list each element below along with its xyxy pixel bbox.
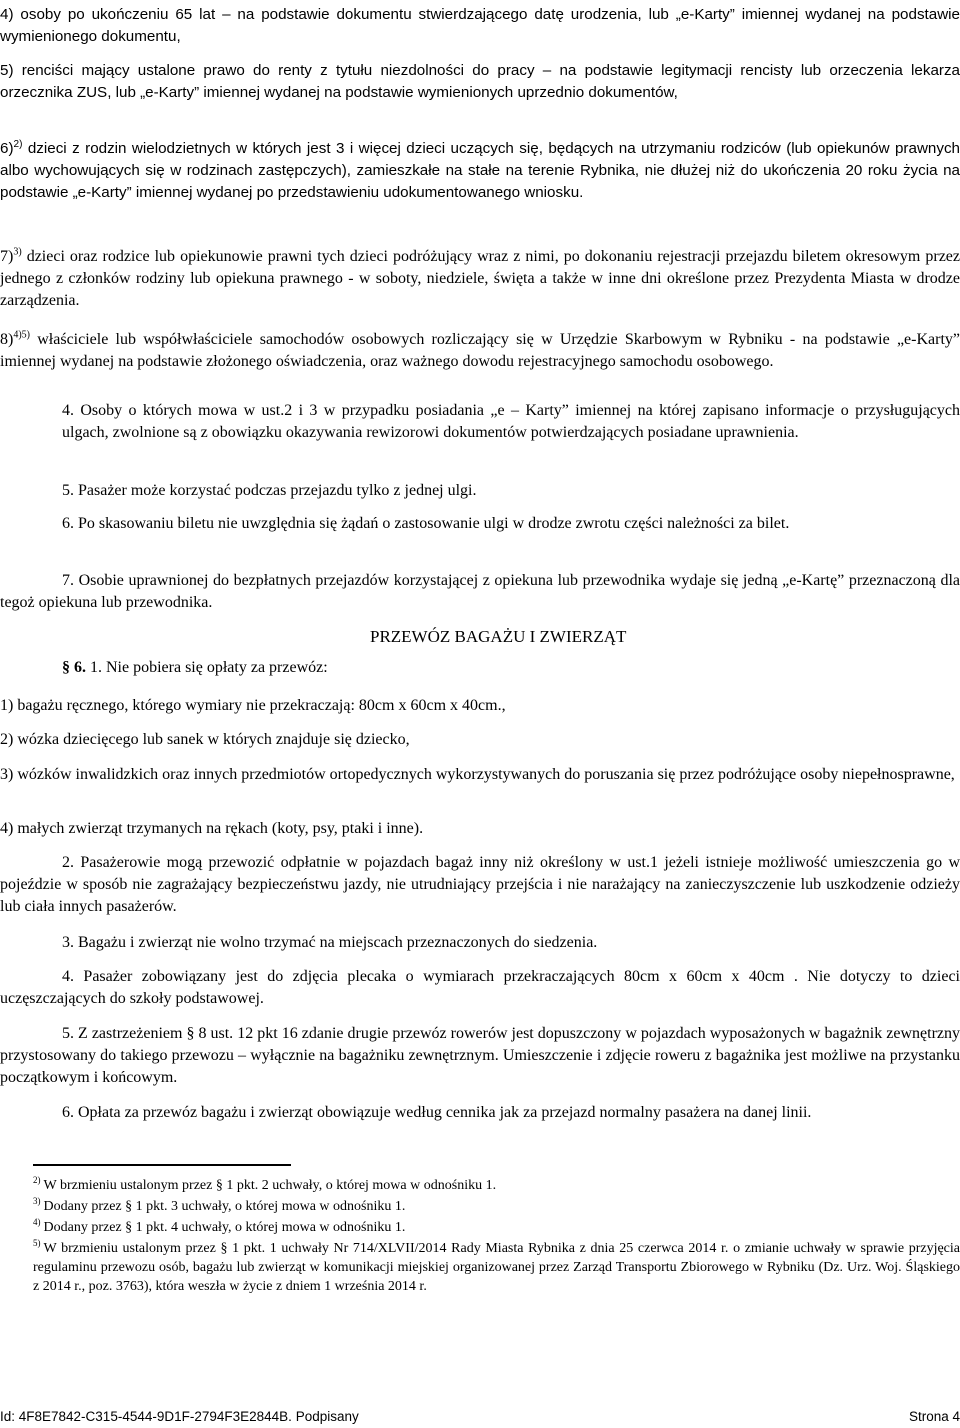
footnote-4 xyxy=(33,1218,960,1237)
paragraph-6: 6. Po skasowaniu biletu nie uwzględnia się żądań o zastosowanie ulgi w drodze zwrotu części należności za bilet. xyxy=(62,515,790,532)
section-heading: PRZEWÓZ BAGAŻU I ZWIERZĄT xyxy=(370,627,627,646)
footnote-ref: 4)5) xyxy=(13,329,30,341)
list-text: właściciele lub współwłaściciele samochodów osobowych rozliczający się w Urzędzie Skarbowym w Rybniku - na podstawie „e-Karty” imiennej wydanej na podstawie złożonego oświadczenia, oraz ważnego dowodu rejestracyjnego samochodu osobowego. xyxy=(0,331,960,370)
footnote-3 xyxy=(33,1197,960,1216)
paragraph-number: § 6. xyxy=(62,659,86,676)
list-item-7 xyxy=(0,246,960,312)
page-number: Strona 4 xyxy=(908,1409,960,1424)
footnote-text: W brzmieniu ustalonym przez § 1 pkt. 2 uchwały, o której mowa w odnośniku 1. xyxy=(43,1178,497,1193)
list-text: dzieci z rodzin wielodzietnych w których jest 3 i więcej dzieci uczących się, będących na utrzymaniu rodziców (lub opiekunów prawnych albo wychowujących się w rodzinach zastępczych), zamieszkałe na stałe na terenie Rybnika, nie dłużej niż do ukończenia 20 roku życia na podstawie „e-Karty” imiennej wydanej po przedstawieniu udokumentowanego wniosku. xyxy=(0,140,960,201)
footnote-2 xyxy=(33,1176,960,1195)
list-item-8 xyxy=(0,329,960,373)
footnote-text: Dodany przez § 1 pkt. 4 uchwały, o której mowa w odnośniku 1. xyxy=(43,1220,406,1235)
section-item-2: 2) wózka dziecięcego lub sanek w których znajduje się dziecko, xyxy=(0,731,410,748)
footnote-mark: 4) xyxy=(33,1217,41,1228)
footnote-separator xyxy=(33,1164,291,1166)
document-id: Id: 4F8E7842-C315-4544-9D1F-2794F3E2844B. Podpisany xyxy=(0,1409,359,1424)
list-item-4: 4) osoby po ukończeniu 65 lat – na podstawie dokumentu stwierdzającego datę urodzenia, lub „e-Karty” imiennej wydanej na podstawie wymienionego dokumentu, xyxy=(0,6,960,45)
paragraph-intro: 1. Nie pobiera się opłaty za przewóz: xyxy=(86,659,328,676)
list-item-6 xyxy=(0,138,960,204)
section-paragraph-1 xyxy=(0,657,960,679)
section-item-4: 4) małych zwierząt trzymanych na rękach (koty, psy, ptaki i inne). xyxy=(0,820,424,837)
section-paragraph-3: 3. Bagażu i zwierząt nie wolno trzymać na miejscach przeznaczonych do siedzenia. xyxy=(62,934,598,951)
footnote-5 xyxy=(33,1239,960,1296)
section-item-3: 3) wózków inwalidzkich oraz innych przedmiotów ortopedycznych wykorzystywanych do poruszania się przez podróżujące osoby niepełnosprawne, xyxy=(0,766,955,783)
section-paragraph-2: 2. Pasażerowie mogą przewozić odpłatnie w pojazdach bagaż inny niż określony w ust.1 jeżeli istnieje możliwość umieszczenia go w pojeździe w sposób nie zagrażający bezpieczeństwu jazdy, nie utrudniający przejścia i nie narażający na zanieczyszczenie lub uszkodzenie odzieży lub ciała innych pasażerów. xyxy=(0,854,960,915)
footnote-ref: 2) xyxy=(13,138,23,150)
footnote-text: W brzmieniu ustalonym przez § 1 pkt. 1 uchwały Nr 714/XLVII/2014 Rady Miasta Rybnika z dnia 25 czerwca 2014 r. o zmianie uchwały w sprawie przyjęcia regulaminu przewozu osób, bagażu lub zwierząt w komunikacji miejskiej organizowanej przez Zarząd Transportu Zbiorowego w Rybniku (Dz. Urz. Woj. Śląskiego z 2014 r., poz. 3763), która weszła w życie z dniem 1 września 2014 r. xyxy=(33,1241,960,1294)
section-item-1: 1) bagażu ręcznego, którego wymiary nie przekraczają: 80cm x 60cm x 40cm., xyxy=(0,697,506,714)
footnote-mark: 3) xyxy=(33,1196,41,1207)
footnote-ref: 3) xyxy=(13,246,22,258)
list-item-5: 5) renciści mający ustalone prawo do renty z tytułu niezdolności do pracy – na podstawie legitymacji rencisty lub orzeczenia lekarza orzecznika ZUS, lub „e-Karty” imiennej wydanej na podstawie wymienionych uprzednio dokumentów, xyxy=(0,62,960,101)
list-number: 6) xyxy=(0,140,14,157)
section-paragraph-5: 5. Z zastrzeżeniem § 8 ust. 12 pkt 16 zdanie drugie przewóz rowerów jest dopuszczony w pojazdach wyposażonych w bagażnik zewnętrzny przystosowany do takiego przewozu – wyłącznie na bagażniku zewnętrznym. Umieszczenie i zdjęcie roweru z bagażnika jest możliwe na przystanku początkowym i końcowym. xyxy=(0,1025,960,1086)
section-paragraph-4: 4. Pasażer zobowiązany jest do zdjęcia plecaka o wymiarach przekraczających 80cm x 60cm x 40cm . Nie dotyczy to dzieci uczęszczających do szkoły podstawowej. xyxy=(0,968,960,1007)
paragraph-5: 5. Pasażer może korzystać podczas przejazdu tylko z jednej ulgi. xyxy=(62,482,477,499)
list-text: dzieci oraz rodzice lub opiekunowie prawni tych dzieci podróżujący wraz z nimi, po dokonaniu rejestracji przejazdu biletem okresowym przez jednego z członków rodziny lub opiekuna prawnego - w soboty, niedziele, święta a także w inne dni określone przez Prezydenta Miasta w drodze zarządzenia. xyxy=(0,248,960,309)
list-number: 8) xyxy=(0,331,14,348)
paragraph-7: 7. Osobie uprawnionej do bezpłatnych przejazdów korzystającej z opiekuna lub przewodnika wydaje się jedną „e-Kartę” przeznaczoną dla tegoż opiekuna lub przewodnika. xyxy=(0,572,960,611)
footnote-mark: 5) xyxy=(33,1238,41,1249)
footnote-mark: 2) xyxy=(33,1175,41,1186)
section-paragraph-6: 6. Opłata za przewóz bagażu i zwierząt obowiązuje według cennika jak za przejazd normalny pasażera na danej linii. xyxy=(62,1104,812,1121)
paragraph-4 xyxy=(0,400,960,444)
footnote-text: Dodany przez § 1 pkt. 3 uchwały, o której mowa w odnośniku 1. xyxy=(43,1199,406,1214)
paragraph-text: 4. Osoby o których mowa w ust.2 i 3 w przypadku posiadania „e – Karty” imiennej na której zapisano informacje o przysługujących ulgach, zwolnione są z obowiązku okazywania rewizorowi dokumentów potwierdzających posiadane uprawnienia. xyxy=(62,402,960,441)
list-number: 7) xyxy=(0,248,14,265)
